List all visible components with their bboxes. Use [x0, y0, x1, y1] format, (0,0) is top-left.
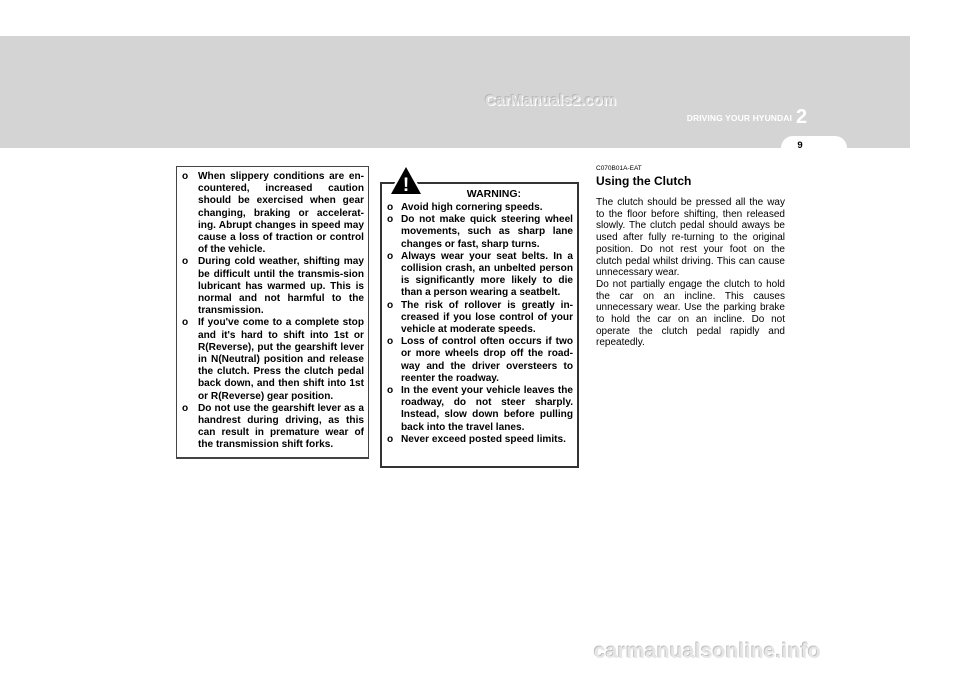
list-item-text: In the event your vehicle leaves the roadway, do not steer sharply. Instead, slow down before pulling back into the travel lanes.: [401, 385, 573, 433]
bullet-marker: o: [387, 385, 394, 397]
list-item: [386, 336, 573, 385]
bullet-marker: o: [182, 402, 189, 414]
section-heading: Using the Clutch: [596, 174, 692, 188]
warning-title: WARNING:: [466, 188, 521, 200]
list-item-text: During cold weather, shifting may be difficult until the transmis-sion lubricant has warmed up. This is normal and not harmful to the transmission.: [198, 256, 364, 317]
bullet-marker: o: [387, 336, 394, 348]
list-item-text: Do not use the gearshift lever as a handrest during driving, as this can result in premature wear of the transmission shift forks.: [198, 402, 364, 451]
list-item-text: Do not make quick steering wheel movements, such as sharp lane changes or fast, sharp turns.: [401, 214, 573, 250]
warning-triangle-icon: [388, 164, 424, 196]
list-item-text: Avoid high cornering speeds.: [401, 202, 543, 213]
bullet-marker: o: [182, 317, 189, 329]
warning-exclamation-glyph: !: [402, 175, 410, 196]
list-item: [181, 403, 364, 452]
list-item-text: When slippery conditions are en-countered, increased caution should be exercised when gear changing, braking or accelerat-ing. Abrupt changes in speed may cause a loss of traction or control of the vehicle.: [198, 171, 364, 256]
header-band: [0, 36, 910, 148]
list-item-text: Loss of control often occurs if two or more wheels drop off the road-way and the driver oversteers to reenter the roadway.: [401, 336, 573, 384]
right-column: [596, 165, 785, 349]
list-item-text: If you've come to a complete stop and it's hard to shift into 1st or R(Reverse), put the gearshift lever in N(Neutral) position and release the clutch. Press the clutch pedal back down, and then shift into 1st or R(Reverse) gear position.: [198, 317, 364, 402]
left-column: [176, 166, 369, 459]
watermark-bottom[interactable]: carmanualsonline.info: [594, 640, 822, 663]
section-title: DRIVING YOUR HYUNDAI: [686, 113, 792, 123]
bullet-marker: o: [387, 202, 394, 213]
list-item: [386, 214, 573, 251]
bullet-marker: o: [387, 299, 394, 311]
bullet-marker: o: [182, 171, 189, 182]
page-number: 9: [797, 140, 803, 151]
watermark-top[interactable]: CarManuals2.com: [485, 92, 617, 109]
bullet-marker: o: [387, 214, 394, 226]
list-item-text: Never exceed posted speed limits.: [401, 433, 566, 445]
section-number: 2: [796, 106, 808, 128]
list-item: [386, 434, 573, 446]
bullet-marker: o: [387, 250, 394, 262]
left-bullet-list: [181, 171, 364, 452]
list-item: [386, 300, 573, 337]
warning-box: [380, 182, 579, 468]
list-item: [386, 385, 573, 434]
list-item: [386, 251, 573, 300]
section-code: C070B01A-EAT: [596, 165, 642, 172]
bullet-marker: o: [387, 433, 394, 445]
bullet-marker: o: [182, 256, 189, 268]
list-item: [181, 256, 364, 317]
warning-bullet-list: [386, 202, 573, 446]
list-item-text: Always wear your seat belts. In a collision crash, an unbelted person is significantly more likely to die than a person wearing a seatbelt.: [401, 250, 573, 299]
list-item: [181, 171, 364, 256]
list-item: [181, 317, 364, 402]
paragraph-2: Do not partially engage the clutch to hold the car on an incline. This causes unnecessary wear. Use the parking brake to hold the car on an incline. Do not operate the clutch pedal rapidly and repeatedly.: [596, 278, 785, 349]
paragraph-1: The clutch should be pressed all the way to the floor before shifting, then released slowly. The clutch pedal should aways be used after fully re-turning to the original position. Do not rest your foot on the clutch pedal whilst driving. This can cause unnecessary wear.: [596, 197, 785, 279]
list-item-text: The risk of rollover is greatly in-creased if you lose control of your vehicle at moderate speeds.: [401, 299, 573, 336]
list-item: [386, 202, 573, 214]
